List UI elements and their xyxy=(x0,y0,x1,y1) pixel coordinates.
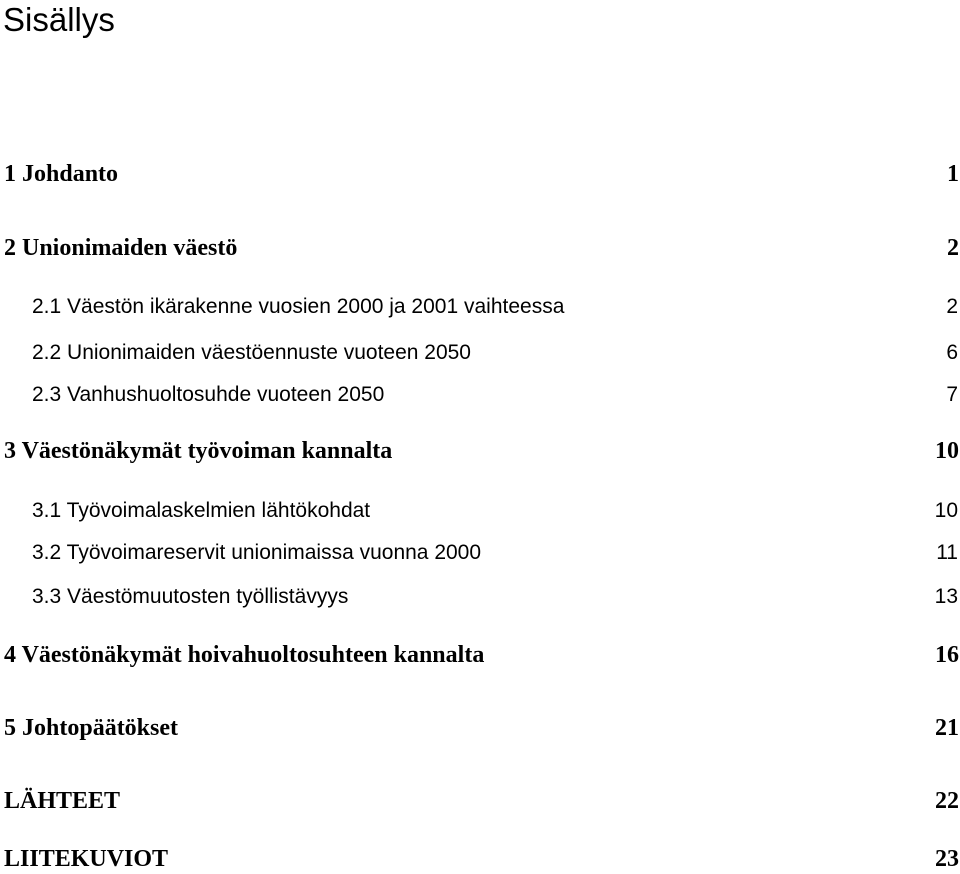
toc-entry-page: 11 xyxy=(936,541,958,564)
toc-entry-johdanto[interactable] xyxy=(0,157,960,191)
toc-entry-label: 3.2 Työvoimareservit unionimaissa vuonna 2000 xyxy=(32,541,482,564)
toc-entry-tyollistavyys[interactable] xyxy=(0,580,960,614)
toc-entry-label: 5 Johtopäätökset xyxy=(4,714,179,741)
toc-entry-unionimaiden-vaesto[interactable] xyxy=(0,231,960,265)
toc-entry-page: 16 xyxy=(935,641,959,668)
toc-entry-page: 23 xyxy=(935,845,959,872)
toc-entry-label: 3.1 Työvoimalaskelmien lähtökohdat xyxy=(32,499,371,522)
toc-entry-page: 1 xyxy=(947,160,959,187)
toc-entry-vanhushuoltosuhde[interactable] xyxy=(0,378,960,412)
toc-entry-ikarakenne[interactable] xyxy=(0,290,960,324)
toc-entry-label: 3.3 Väestömuutosten työllistävyys xyxy=(32,585,349,608)
toc-entry-page: 2 xyxy=(947,234,959,261)
toc-entry-page: 21 xyxy=(935,714,959,741)
toc-entry-tyovoimareservit[interactable] xyxy=(0,536,960,570)
toc-entry-vaestoennuste[interactable] xyxy=(0,336,960,370)
toc-entry-liitekuviot[interactable] xyxy=(0,844,960,874)
toc-entry-page: 10 xyxy=(934,499,958,522)
toc-entry-lahteet[interactable] xyxy=(0,784,960,818)
toc-entry-label: 2.2 Unionimaiden väestöennuste vuoteen 2050 xyxy=(32,341,471,364)
toc-entry-hoivahuoltosuhde[interactable] xyxy=(0,638,960,672)
toc-entry-page: 13 xyxy=(934,585,958,608)
toc-entry-label: 2.1 Väestön ikärakenne vuosien 2000 ja 2001 vaihteessa xyxy=(32,295,565,318)
toc-entry-page: 2 xyxy=(946,295,958,318)
toc-entry-page: 22 xyxy=(935,787,959,814)
toc-entry-label: 4 Väestönäkymät hoivahuoltosuhteen kannalta xyxy=(4,641,485,668)
toc-entry-page: 7 xyxy=(946,383,958,406)
toc-entry-label: 1 Johdanto xyxy=(4,160,119,187)
page-title: Sisällys xyxy=(3,1,115,38)
toc-entry-tyovoiman-kannalta[interactable] xyxy=(0,434,960,468)
toc-entry-label: 2 Unionimaiden väestö xyxy=(4,234,238,261)
toc-entry-label: 3 Väestönäkymät työvoiman kannalta xyxy=(4,437,393,464)
toc-entry-lahtokohdat[interactable] xyxy=(0,494,960,528)
toc-entry-label: LÄHTEET xyxy=(4,787,121,814)
toc-entry-page: 6 xyxy=(946,341,958,364)
toc-entry-label: 2.3 Vanhushuoltosuhde vuoteen 2050 xyxy=(32,383,385,406)
toc-entry-johtopaatokset[interactable] xyxy=(0,711,960,745)
toc-entry-label: LIITEKUVIOT xyxy=(4,845,169,872)
toc-entry-page: 10 xyxy=(935,437,959,464)
